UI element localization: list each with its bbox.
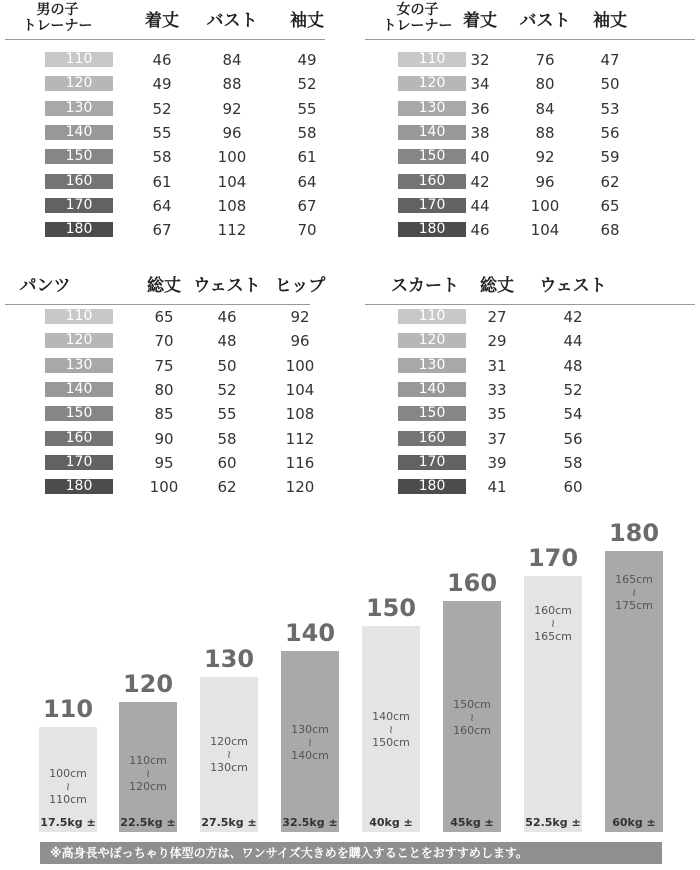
size-badge: 130 [398,358,466,373]
table-cell: 27 [487,308,507,326]
bar-range-text: 100cm [49,766,87,780]
size-badge: 160 [45,431,113,446]
table-cell: 41 [487,478,507,497]
table-cell: 108 [217,196,247,215]
bar-weight-label: 17.5kg ± [40,816,96,829]
table-cell: 108 [285,405,315,424]
bar-weight-label: 52.5kg ± [525,816,581,829]
bar-range-text: 150cm [372,736,410,750]
size-badge: 130 [45,101,113,116]
size-badge: 160 [398,431,466,446]
bar-range-text: 160cm [453,723,491,737]
size-badge: 180 [45,479,113,494]
table-cell: 46 [217,308,237,326]
table-cell: 96 [535,172,555,191]
size-badge: 110 [45,309,113,324]
size-badge: 180 [398,479,466,494]
header-divider [365,39,695,40]
table-cell: 58 [297,123,317,142]
bar-range-text: ≀ [307,735,313,749]
bar-height-range [356,710,426,749]
size-badge: 140 [45,382,113,397]
table-cell: 47 [600,51,620,69]
table-cell: 85 [154,405,174,424]
table-cell: 37 [487,429,507,448]
size-badge: 180 [45,222,113,237]
table-cell: 48 [217,332,237,351]
table-cell: 54 [563,405,583,424]
bar-range-text: ≀ [65,779,71,793]
bar-range-text: 120cm [129,779,167,793]
bar-weight-label: 60kg ± [612,816,656,829]
table-cell: 61 [297,148,317,167]
size-badge: 130 [398,101,466,116]
table-title-line: 男の子 [36,2,79,18]
table-cell: 44 [563,332,583,351]
bar-weight-label: 45kg ± [450,816,494,829]
bar-height-range [599,573,669,612]
header-divider [5,39,325,40]
column-header: 総丈 [480,276,514,296]
table-cell: 95 [154,453,174,472]
table-cell: 32 [470,51,490,69]
table-cell: 34 [470,75,490,94]
table-cell: 36 [470,99,490,118]
table-cell: 100 [285,356,315,375]
size-badge: 140 [45,125,113,140]
size-badge: 140 [398,125,466,140]
bar-range-text: 130cm [210,761,248,775]
table-cell: 31 [487,356,507,375]
table-cell: 52 [152,99,172,118]
bar-range-text: 175cm [615,598,653,612]
size-badge: 120 [398,76,466,91]
table-title [10,2,105,34]
table-cell: 65 [154,308,174,326]
bar-range-text: 140cm [372,710,410,724]
table-cell: 61 [152,172,172,191]
table-cell: 64 [152,196,172,215]
table-cell: 84 [535,99,555,118]
size-badge: 160 [398,174,466,189]
bar-size-label: 110 [42,695,94,723]
table-cell: 49 [297,51,317,69]
table-cell: 92 [222,99,242,118]
bar-range-text: 140cm [291,748,329,762]
table-cell: 120 [285,478,315,497]
table-cell: 58 [217,429,237,448]
table-cell: 88 [222,75,242,94]
size-badge: 160 [45,174,113,189]
bar-height-range [113,754,183,793]
column-header: 袖丈 [290,11,324,31]
header-divider [5,304,310,305]
bar-range-text: ≀ [226,748,232,762]
table-cell: 52 [563,380,583,399]
bar-size-label: 170 [527,543,579,572]
table-cell: 60 [563,478,583,497]
table-title-line: パンツ [19,276,71,296]
table-cell: 112 [217,221,247,240]
bar-range-text: 130cm [291,722,329,736]
table-cell: 56 [563,429,583,448]
bar-range-text: ≀ [388,723,394,737]
bar-range-text: 150cm [453,697,491,711]
table-cell: 96 [290,332,310,351]
size-badge: 140 [398,382,466,397]
table-cell: 65 [600,196,620,215]
table-cell: 60 [217,453,237,472]
table-cell: 52 [217,380,237,399]
size-badge: 170 [398,455,466,470]
table-cell: 76 [535,51,555,69]
table-cell: 90 [154,429,174,448]
table-cell: 104 [285,380,315,399]
sizing-note: ※高身長やぽっちゃり体型の方は、ワンサイズ大きめを購入することをおすすめします。 [40,842,662,864]
column-header: 着丈 [463,11,497,31]
table-cell: 116 [285,453,315,472]
table-cell: 70 [154,332,174,351]
size-badge: 150 [45,149,113,164]
bar-size-label: 150 [365,594,417,623]
table-cell: 64 [297,172,317,191]
table-cell: 50 [217,356,237,375]
table-title-line: スカート [391,276,459,296]
table-title [10,271,80,296]
bar-weight-label: 40kg ± [369,816,413,829]
header-divider [365,304,695,305]
table-cell: 96 [222,123,242,142]
bar-size-label: 140 [284,619,336,648]
column-header: 着丈 [145,11,179,31]
table-cell: 29 [487,332,507,351]
bar-range-text: 165cm [615,572,653,586]
table-cell: 55 [217,405,237,424]
bar-range-text: ≀ [550,616,556,630]
table-cell: 58 [563,453,583,472]
size-badge: 170 [398,198,466,213]
size-badge: 150 [398,149,466,164]
size-badge: 150 [398,406,466,421]
table-title-line: トレーナー [382,18,453,34]
table-cell: 67 [297,196,317,215]
table-cell: 62 [217,478,237,497]
table-cell: 35 [487,405,507,424]
table-cell: 40 [470,148,490,167]
size-badge: 170 [45,455,113,470]
table-cell: 55 [152,123,172,142]
table-cell: 67 [152,221,172,240]
column-header: ウェスト [539,276,607,296]
table-cell: 33 [487,380,507,399]
bar-height-range [518,604,588,643]
table-cell: 55 [297,99,317,118]
table-cell: 92 [290,308,310,326]
bar-range-text: 120cm [210,735,248,749]
table-cell: 104 [217,172,247,191]
size-badge: 180 [398,222,466,237]
table-cell: 42 [563,308,583,326]
column-header: バスト [519,11,571,31]
bar-range-text: ≀ [469,710,475,724]
table-cell: 62 [600,172,620,191]
bar-range-text: 110cm [129,753,167,767]
size-badge: 150 [45,406,113,421]
bar-range-text: ≀ [145,766,151,780]
bar-range-text: 160cm [534,603,572,617]
bar-range-text: 165cm [534,629,572,643]
bar-size-label: 160 [446,569,498,597]
bar-range-text: 110cm [49,792,87,806]
bar-weight-label: 22.5kg ± [120,816,176,829]
table-cell: 42 [470,172,490,191]
table-cell: 84 [222,51,242,69]
table-cell: 80 [154,380,174,399]
bar-height-range [437,698,507,737]
table-cell: 75 [154,356,174,375]
table-cell: 70 [297,221,317,240]
table-cell: 49 [152,75,172,94]
table-cell: 59 [600,148,620,167]
table-cell: 88 [535,123,555,142]
table-cell: 68 [600,221,620,240]
table-cell: 112 [285,429,315,448]
column-header: ウェスト [193,276,261,296]
table-cell: 100 [217,148,247,167]
column-header: 袖丈 [593,11,627,31]
table-cell: 50 [600,75,620,94]
bar-range-text: ≀ [631,585,637,599]
bar-height-range [275,723,345,762]
column-header: 総丈 [147,276,181,296]
table-cell: 104 [530,221,560,240]
size-badge: 120 [45,76,113,91]
table-cell: 100 [530,196,560,215]
table-cell: 92 [535,148,555,167]
size-badge: 120 [398,333,466,348]
size-badge: 110 [398,309,466,324]
table-cell: 46 [152,51,172,69]
table-cell: 56 [600,123,620,142]
table-title-line: トレーナー [22,18,93,34]
bar-height-range [194,735,264,774]
column-header: ヒップ [274,276,326,296]
bar-size-label: 120 [122,669,174,698]
bar-size-label: 130 [203,644,255,673]
bar-height-range [33,767,103,806]
table-title-line: 女の子 [396,2,439,18]
table-cell: 53 [600,99,620,118]
bar-size-label: 180 [608,518,660,547]
bar-weight-label: 32.5kg ± [282,816,338,829]
table-cell: 46 [470,221,490,240]
table-cell: 80 [535,75,555,94]
size-badge: 110 [398,52,466,67]
table-cell: 52 [297,75,317,94]
table-cell: 58 [152,148,172,167]
table-cell: 39 [487,453,507,472]
size-badge: 120 [45,333,113,348]
column-header: バスト [206,11,258,31]
table-cell: 48 [563,356,583,375]
table-cell: 44 [470,196,490,215]
size-badge: 110 [45,52,113,67]
size-badge: 170 [45,198,113,213]
table-cell: 38 [470,123,490,142]
bar-weight-label: 27.5kg ± [201,816,257,829]
size-badge: 130 [45,358,113,373]
table-cell: 100 [149,478,179,497]
